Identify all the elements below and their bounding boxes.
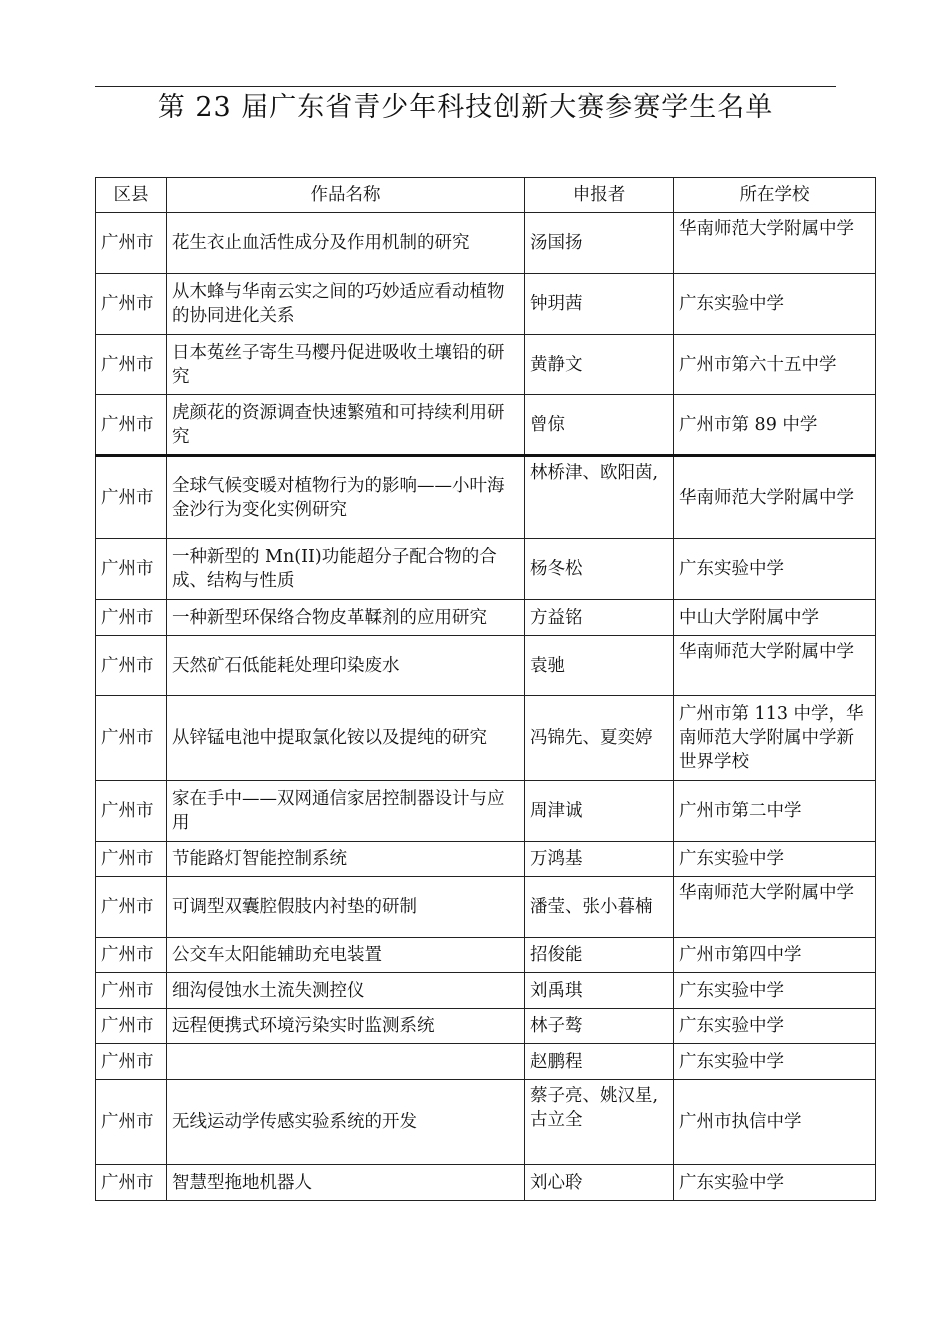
author-cell: 钟玥茜 (525, 274, 674, 335)
author-cell: 汤国扬 (525, 213, 674, 274)
project-cell (167, 1044, 525, 1080)
district-cell: 广州市 (96, 781, 167, 842)
author-cell: 周津诚 (525, 781, 674, 842)
school-cell: 广州市第二中学 (674, 781, 876, 842)
table-row (96, 1080, 876, 1165)
author-cell: 潘莹、张小暮楠 (525, 877, 674, 938)
author-cell: 冯锦先、夏奕婷 (525, 696, 674, 781)
author-cell: 方益铭 (525, 600, 674, 636)
header-project: 作品名称 (167, 178, 525, 213)
table-row (96, 877, 876, 938)
district-cell: 广州市 (96, 213, 167, 274)
school-cell: 广东实验中学 (674, 1044, 876, 1080)
table-row (96, 456, 876, 539)
project-cell: 虎颜花的资源调查快速繁殖和可持续利用研究 (167, 395, 525, 456)
author-cell: 林子骜 (525, 1009, 674, 1044)
table-row (96, 600, 876, 636)
table-row (96, 274, 876, 335)
school-cell: 广州市第 113 中学，华南师范大学附属中学新世界学校 (674, 696, 876, 781)
school-cell: 华南师范大学附属中学 (674, 213, 876, 274)
school-cell: 广东实验中学 (674, 973, 876, 1009)
author-cell: 曾倞 (525, 395, 674, 456)
author-cell: 黄静文 (525, 335, 674, 395)
author-cell: 蔡子亮、姚汉星,古立全 (525, 1080, 674, 1165)
author-cell: 招俊能 (525, 938, 674, 973)
table-row (96, 636, 876, 696)
district-cell: 广州市 (96, 335, 167, 395)
school-cell: 华南师范大学附属中学 (674, 636, 876, 696)
project-cell: 智慧型拖地机器人 (167, 1165, 525, 1201)
table-row (96, 539, 876, 600)
author-cell: 赵鹏程 (525, 1044, 674, 1080)
district-cell: 广州市 (96, 636, 167, 696)
author-cell: 林桥津、欧阳茵, (525, 456, 674, 539)
project-cell: 一种新型环保络合物皮革鞣剂的应用研究 (167, 600, 525, 636)
table-row (96, 781, 876, 842)
project-cell: 家在手中——双网通信家居控制器设计与应用 (167, 781, 525, 842)
district-cell: 广州市 (96, 938, 167, 973)
table-row (96, 213, 876, 274)
school-cell: 广州市第 89 中学 (674, 395, 876, 456)
school-cell: 广东实验中学 (674, 842, 876, 877)
table-row (96, 973, 876, 1009)
project-cell: 全球气候变暖对植物行为的影响——小叶海金沙行为变化实例研究 (167, 456, 525, 539)
table-row (96, 1165, 876, 1201)
district-cell: 广州市 (96, 600, 167, 636)
district-cell: 广州市 (96, 274, 167, 335)
top-rule (95, 86, 836, 87)
school-cell: 华南师范大学附属中学 (674, 456, 876, 539)
project-cell: 从锌锰电池中提取氯化铵以及提纯的研究 (167, 696, 525, 781)
table-row (96, 335, 876, 395)
district-cell: 广州市 (96, 1009, 167, 1044)
district-cell: 广州市 (96, 842, 167, 877)
table-row (96, 696, 876, 781)
project-cell: 日本菟丝子寄生马樱丹促进吸收土壤铅的研究 (167, 335, 525, 395)
project-cell: 无线运动学传感实验系统的开发 (167, 1080, 525, 1165)
author-cell: 袁驰 (525, 636, 674, 696)
school-cell: 广州市第四中学 (674, 938, 876, 973)
school-cell: 中山大学附属中学 (674, 600, 876, 636)
school-cell: 广州市第六十五中学 (674, 335, 876, 395)
school-cell: 广东实验中学 (674, 1165, 876, 1201)
header-author: 申报者 (525, 178, 674, 213)
table-row (96, 395, 876, 456)
table-header-row (96, 178, 876, 213)
project-cell: 节能路灯智能控制系统 (167, 842, 525, 877)
author-cell: 万鸿基 (525, 842, 674, 877)
table-row (96, 1044, 876, 1080)
project-cell: 天然矿石低能耗处理印染废水 (167, 636, 525, 696)
header-school: 所在学校 (674, 178, 876, 213)
district-cell: 广州市 (96, 539, 167, 600)
district-cell: 广州市 (96, 877, 167, 938)
school-cell: 广东实验中学 (674, 274, 876, 335)
district-cell: 广州市 (96, 395, 167, 456)
author-cell: 杨冬松 (525, 539, 674, 600)
school-cell: 华南师范大学附属中学 (674, 877, 876, 938)
project-cell: 花生衣止血活性成分及作用机制的研究 (167, 213, 525, 274)
table-row (96, 938, 876, 973)
participant-table (95, 177, 876, 1201)
school-cell: 广东实验中学 (674, 539, 876, 600)
district-cell: 广州市 (96, 1165, 167, 1201)
district-cell: 广州市 (96, 1080, 167, 1165)
project-cell: 可调型双囊腔假肢内衬垫的研制 (167, 877, 525, 938)
table-row (96, 842, 876, 877)
author-cell: 刘禹琪 (525, 973, 674, 1009)
project-cell: 远程便携式环境污染实时监测系统 (167, 1009, 525, 1044)
table-row (96, 1009, 876, 1044)
district-cell: 广州市 (96, 696, 167, 781)
school-cell: 广州市执信中学 (674, 1080, 876, 1165)
header-district: 区县 (96, 178, 167, 213)
district-cell: 广州市 (96, 973, 167, 1009)
project-cell: 一种新型的 Mn(II)功能超分子配合物的合成、结构与性质 (167, 539, 525, 600)
district-cell: 广州市 (96, 456, 167, 539)
document-title: 第 23 届广东省青少年科技创新大赛参赛学生名单 (157, 92, 774, 123)
project-cell: 细沟侵蚀水土流失测控仪 (167, 973, 525, 1009)
district-cell: 广州市 (96, 1044, 167, 1080)
project-cell: 从木蜂与华南云实之间的巧妙适应看动植物的协同进化关系 (167, 274, 525, 335)
school-cell: 广东实验中学 (674, 1009, 876, 1044)
author-cell: 刘心聆 (525, 1165, 674, 1201)
project-cell: 公交车太阳能辅助充电装置 (167, 938, 525, 973)
